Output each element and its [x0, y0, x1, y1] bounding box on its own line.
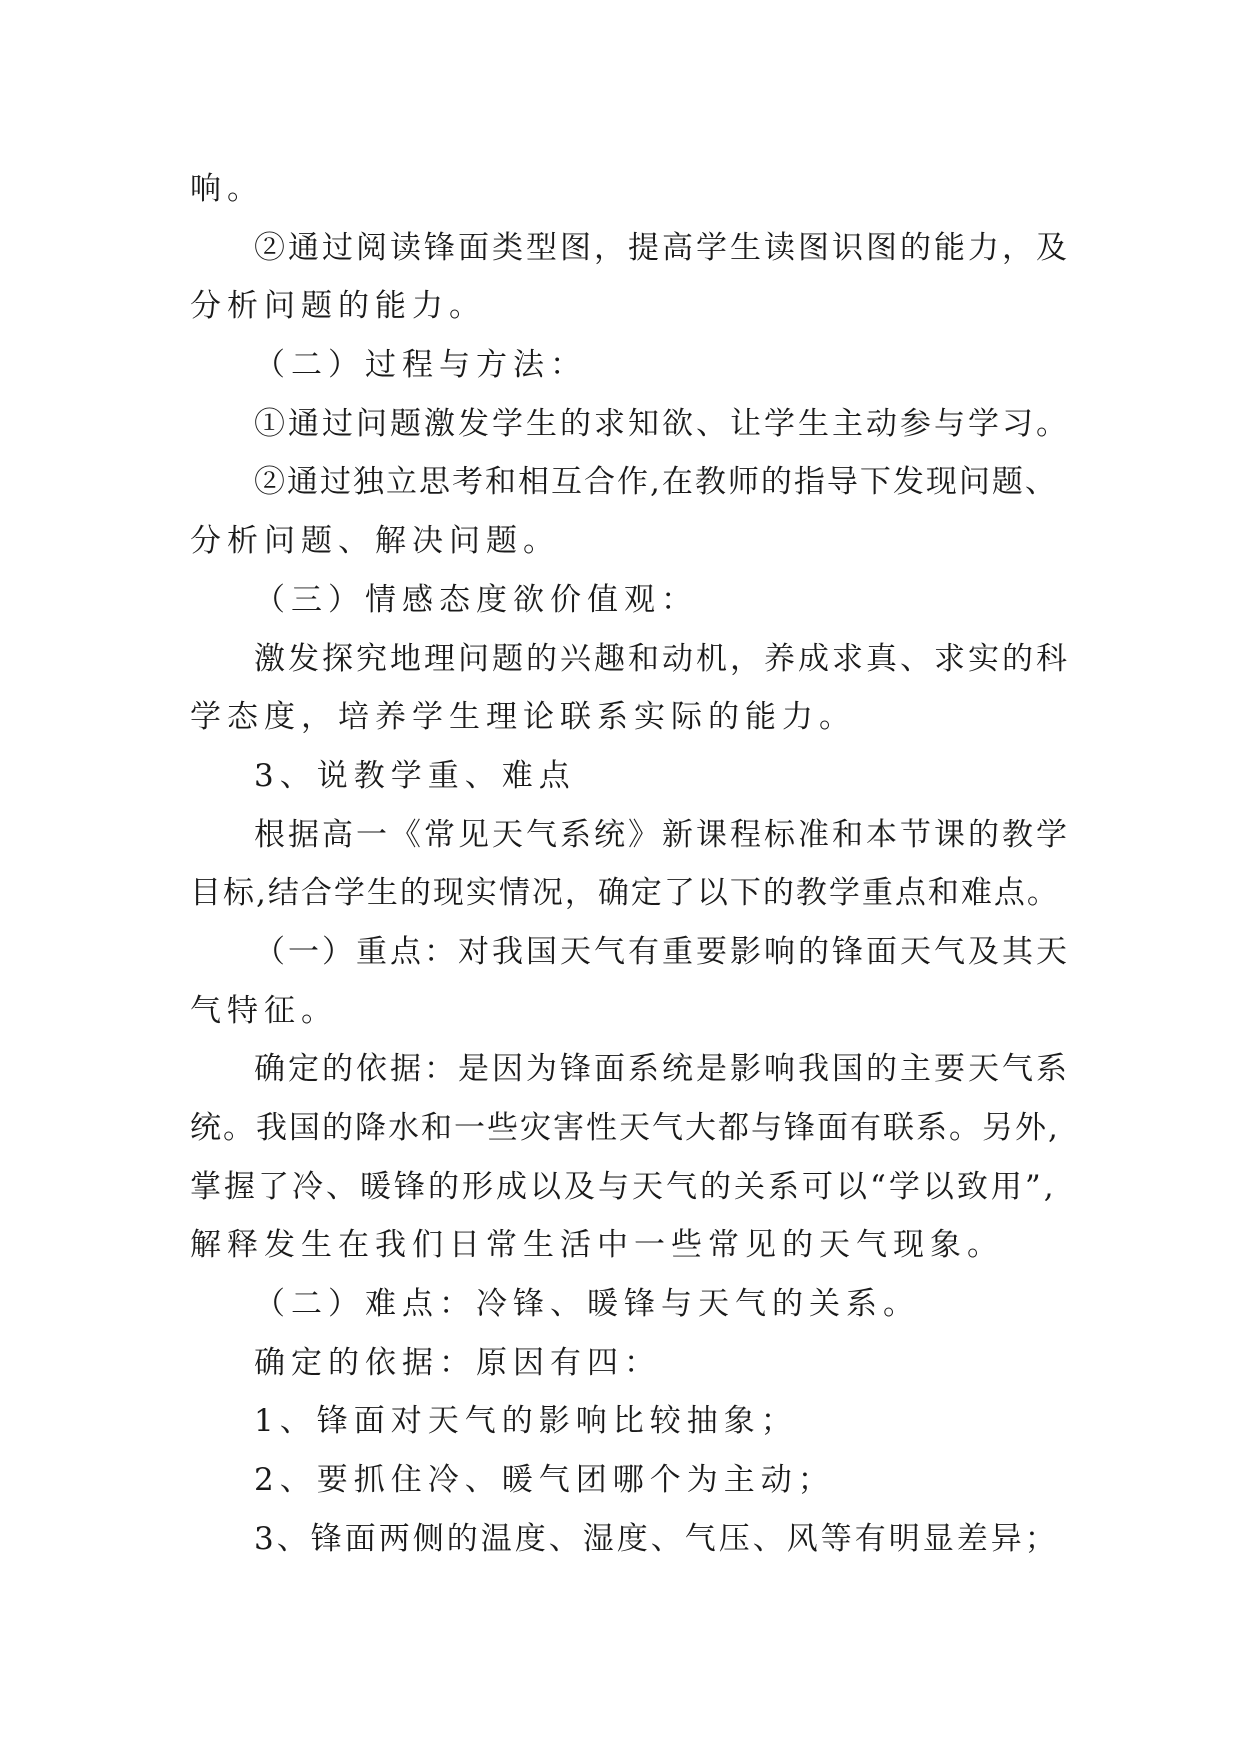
text-line: ②通过阅读锋面类型图，提高学生读图识图的能力，及 [254, 229, 1070, 266]
text-line: ①通过问题激发学生的求知欲、让学生主动参与学习。 [254, 405, 1070, 442]
section-heading: 3、说教学重、难点 [254, 757, 576, 794]
section-heading: （三）情感态度欲价值观： [254, 581, 698, 618]
text-line: 解释发生在我们日常生活中一些常见的天气现象。 [190, 1227, 1004, 1264]
text-line: 目标,结合学生的现实情况，确定了以下的教学重点和难点。 [190, 875, 1060, 912]
text-line: 确定的依据：原因有四： [254, 1344, 661, 1381]
text-line: 分析问题、解决问题。 [190, 523, 560, 560]
text-line: 根据高一《常见天气系统》新课程标准和本节课的教学 [254, 816, 1070, 853]
text-line: 响。 [190, 171, 264, 207]
text-line: 激发探究地理问题的兴趣和动机，养成求真、求实的科 [254, 640, 1070, 677]
text-line: ②通过独立思考和相互合作,在教师的指导下发现问题、 [254, 464, 1058, 501]
text-line: 掌握了冷、暖锋的形成以及与天气的关系可以“学以致用”, [190, 1168, 1057, 1205]
text-line: 气特征。 [190, 992, 338, 1029]
text-line: 确定的依据：是因为锋面系统是影响我国的主要天气系 [254, 1051, 1070, 1088]
text-line: 学态度，培养学生理论联系实际的能力。 [190, 699, 856, 736]
list-item: 1、锋面对天气的影响比较抽象； [254, 1403, 798, 1440]
section-heading: （一）重点：对我国天气有重要影响的锋面天气及其天 [254, 933, 1070, 970]
section-heading: （二）难点：冷锋、暖锋与天气的关系。 [254, 1286, 920, 1323]
list-item: 2、要抓住冷、暖气团哪个为主动； [254, 1462, 835, 1499]
section-heading: （二）过程与方法： [254, 347, 587, 384]
document-body [190, 160, 1070, 1569]
list-item: 3、锋面两侧的温度、湿度、气压、风等有明显差异； [254, 1520, 1059, 1557]
text-line: 分析问题的能力。 [190, 288, 486, 325]
text-line: 统。我国的降水和一些灾害性天气大都与锋面有联系。另外, [190, 1110, 1060, 1146]
